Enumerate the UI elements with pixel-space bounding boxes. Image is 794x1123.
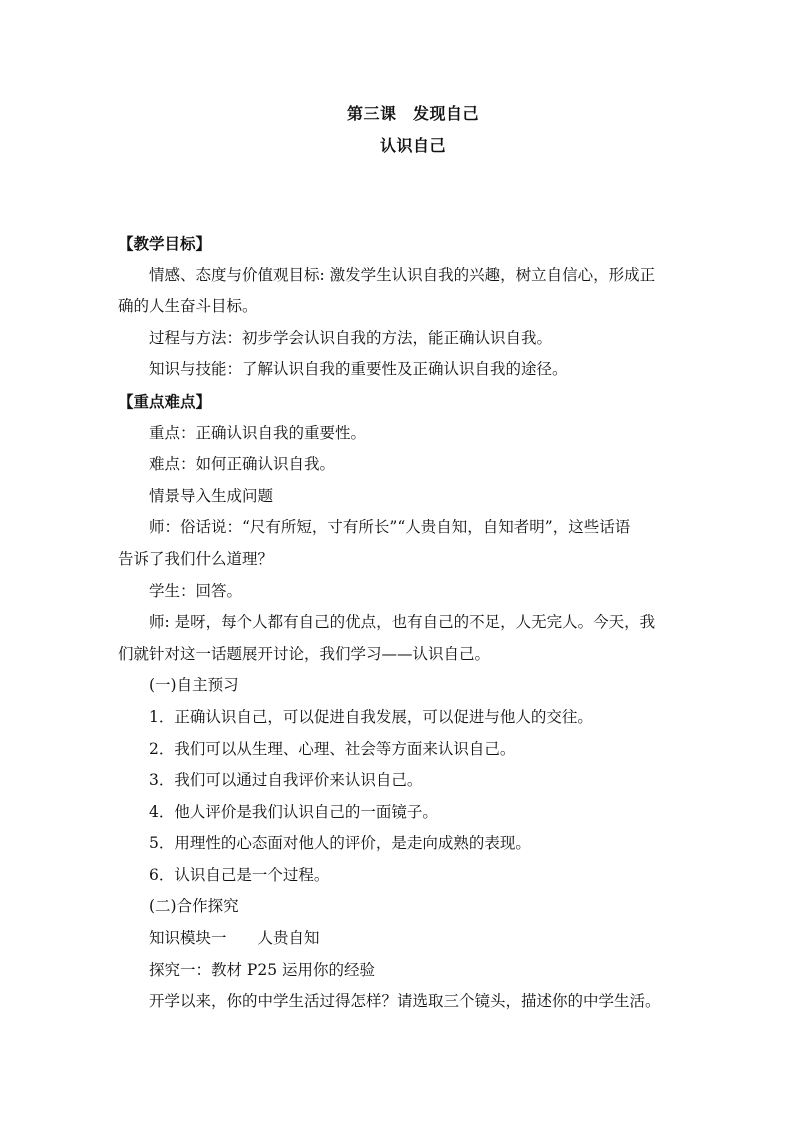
lesson-title: 第三课 发现自己 bbox=[346, 104, 479, 123]
text-line: 情感、态度与价值观目标: 激发学生认识自我的兴趣，树立自信心，形成正 bbox=[149, 265, 656, 284]
text-line: 5．用理性的心态面对他人的评价，是走向成熟的表现。 bbox=[149, 834, 531, 853]
text-line: 过程与方法：初步学会认识自我的方法，能正确认识自我。 bbox=[149, 328, 553, 347]
text-line: 4．他人评价是我们认识自己的一面镜子。 bbox=[149, 802, 438, 821]
section-heading: 【教学目标】 bbox=[118, 234, 212, 253]
section-heading: 【重点难点】 bbox=[118, 391, 212, 411]
text-line: 难点：如何正确认识自我。 bbox=[149, 455, 336, 474]
text-line: 告诉了我们什么道理？ bbox=[118, 549, 274, 568]
text-line: 3．我们可以通过自我评价来认识自己。 bbox=[149, 771, 423, 790]
text-line: 重点：正确认识自我的重要性。 bbox=[149, 423, 367, 442]
text-line: 师: 是呀，每个人都有自己的优点，也有自己的不足，人无完人。今天，我 bbox=[149, 613, 656, 632]
text-line: (二)合作探究 bbox=[149, 897, 239, 916]
text-line: 知识与技能：了解认识自我的重要性及正确认识自我的途径。 bbox=[149, 360, 568, 379]
text-line: 们就针对这一话题展开讨论，我们学习——认识自己。 bbox=[118, 644, 491, 663]
text-line: 师：俗话说：“尺有所短，寸有所长”“人贵自知，自知者明”，这些话语 bbox=[149, 518, 631, 537]
text-line: 情景导入生成问题 bbox=[149, 486, 274, 505]
text-line: 1．正确认识自己，可以促进自我发展，可以促进与他人的交往。 bbox=[149, 707, 593, 726]
text-line: 6．认识自己是一个过程。 bbox=[149, 865, 330, 884]
text-line: 探究一：教材 P25 运用你的经验 bbox=[149, 960, 376, 979]
document-body bbox=[118, 228, 678, 1018]
text-line: 学生：回答。 bbox=[149, 581, 243, 600]
text-line: (一)自主预习 bbox=[149, 676, 239, 695]
text-line: 2．我们可以从生理、心理、社会等方面来认识自己。 bbox=[149, 739, 516, 758]
lesson-subtitle: 认识自己 bbox=[379, 136, 446, 155]
text-line: 确的人生奋斗目标。 bbox=[118, 297, 258, 316]
text-line: 知识模块一 人贵自知 bbox=[149, 929, 320, 948]
text-line: 开学以来，你的中学生活过得怎样？请选取三个镜头，描述你的中学生活。 bbox=[149, 992, 661, 1011]
